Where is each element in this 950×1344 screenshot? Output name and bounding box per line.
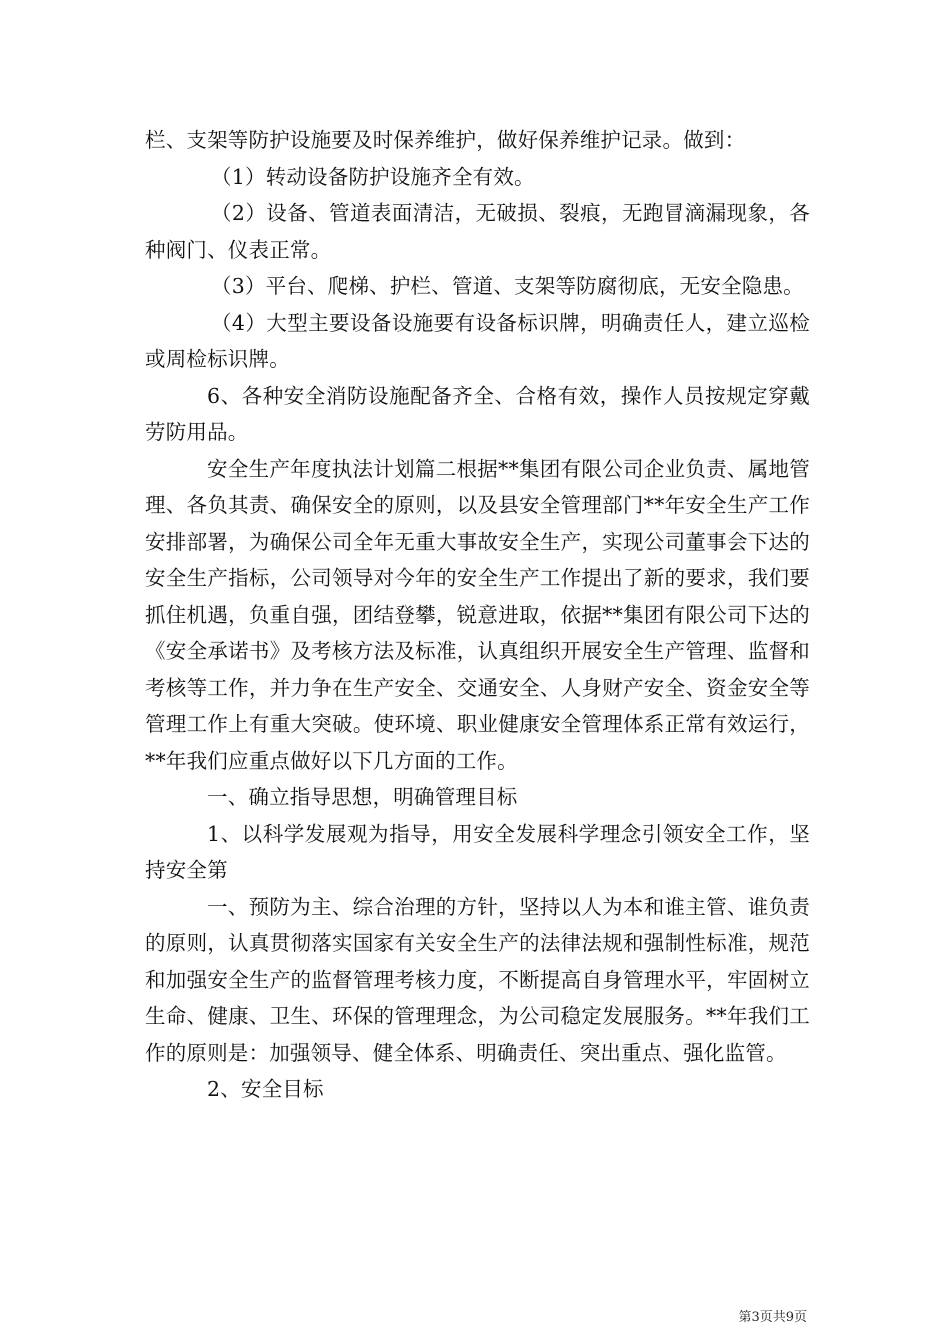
paragraph: 安全生产年度执法计划篇二根据**集团有限公司企业负责、属地管理、各负其责、确保安全的原则，以及县安全管理部门**年安全生产工作安排部署，为确保公司全年无重大事故安全生产，实现公司董事会下达的安全生产指标，公司领导对今年的安全生产工作提出了新的要求，我们要抓住机遇，负重自强，团结登攀，锐意进取，依据**集团有限公司下达的《安全承诺书》及考核方法及标准，认真组织开展安全生产管理、监督和考核等工作，并力争在生产安全、交通安全、人身财产安全、资金安全等管理工作上有重大突破。使环境、职业健康安全管理体系正常有效运行，**年我们应重点做好以下几方面的工作。 <box>145 456 810 773</box>
paragraph: （2）设备、管道表面清洁，无破损、裂痕，无跑冒滴漏现象，各种阀门、仪表正常。 <box>145 201 810 262</box>
document-body <box>145 122 810 1108</box>
paragraph: （3）平台、爬梯、护栏、管道、支架等防腐彻底，无安全隐患。 <box>211 274 804 298</box>
paragraph: （1）转动设备防护设施齐全有效。 <box>211 164 535 189</box>
paragraph: 栏、支架等防护设施要及时保养维护，做好保养维护记录。做到： <box>145 128 746 152</box>
paragraph: 6、各种安全消防设施配备齐全、合格有效，操作人员按规定穿戴劳防用品。 <box>145 383 810 444</box>
paragraph: （4）大型主要设备设施要有设备标识牌，明确责任人，建立巡检或周检标识牌。 <box>145 310 810 371</box>
page-number-footer: 第3页共9页 <box>738 1310 807 1325</box>
paragraph: 一、预防为主、综合治理的方针，坚持以人为本和谁主管、谁负责的原则，认真贯彻落实国家有关安全生产的法律法规和强制性标准，规范和加强安全生产的监督管理考核力度，不断提高自身管理水平，牢固树立生命、健康、卫生、环保的管理理念，为公司稳定发展服务。**年我们工作的原则是：加强领导、健全体系、明确责任、突出重点、强化监管。 <box>145 894 810 1065</box>
paragraph: 1、以科学发展观为指导，用安全发展科学理念引领安全工作，坚持安全第 <box>145 821 810 882</box>
subsection-heading: 2、安全目标 <box>207 1077 324 1101</box>
section-heading: 一、确立指导思想，明确管理目标 <box>207 785 518 809</box>
